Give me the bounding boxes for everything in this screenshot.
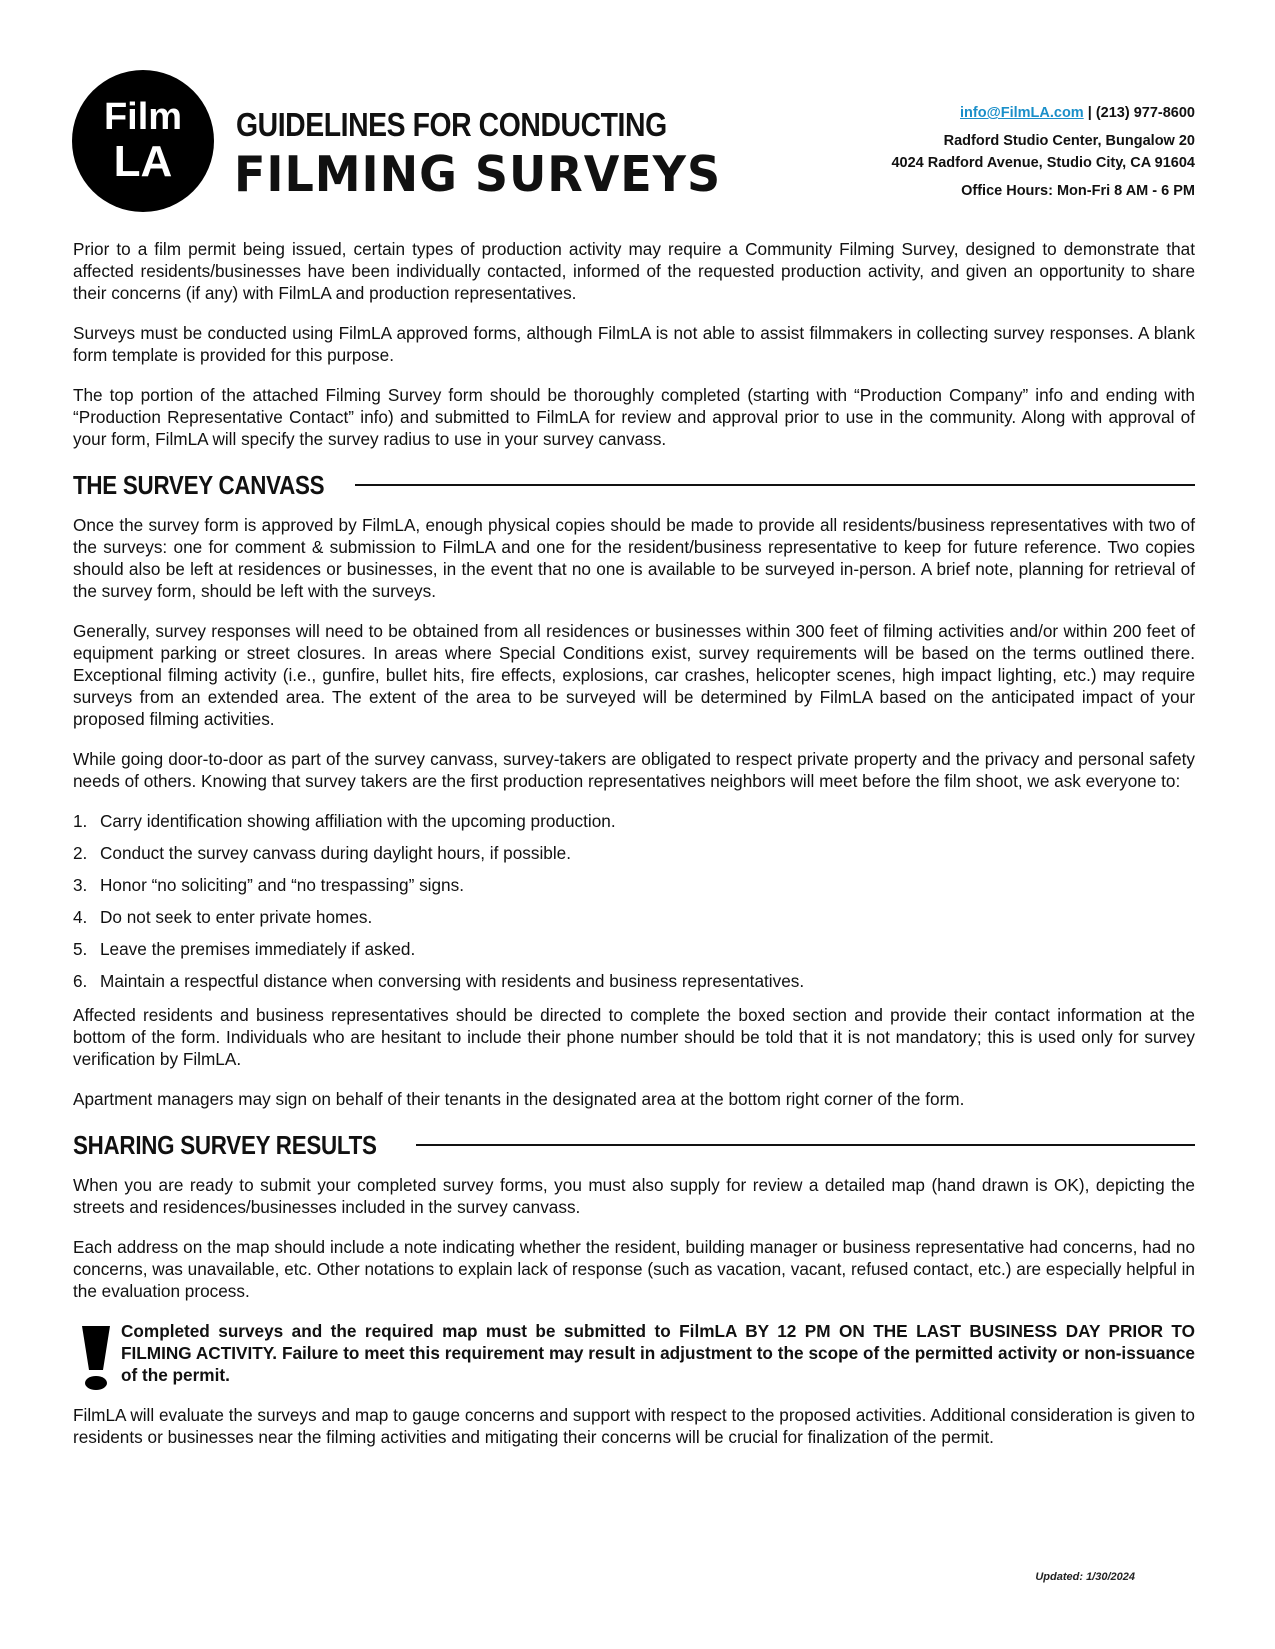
section-rule bbox=[416, 1144, 1195, 1146]
logo-text-film: Film bbox=[103, 96, 183, 138]
list-item-number: 5. bbox=[73, 939, 88, 959]
list-item-text: Conduct the survey canvass during daylight hours, if possible. bbox=[100, 843, 572, 863]
logo-text-la: LA bbox=[113, 137, 173, 186]
list-item-text: Honor “no soliciting” and “no trespassing” signs. bbox=[100, 875, 464, 895]
section-title-canvass: THE SURVEY CANVASS bbox=[73, 470, 325, 500]
intro-paragraph-2: Surveys must be conducted using FilmLA approved forms, although FilmLA is not able to assist filmmakers in collecting survey responses. A blank form template is provided for this purpose. bbox=[73, 323, 1195, 365]
section-rule bbox=[355, 484, 1195, 486]
exclamation-icon bbox=[79, 1324, 113, 1392]
results-paragraph-2: Each address on the map should include a note indicating whether the resident, building manager or business representative had concerns, had no concerns, was unavailable, etc. Other notations to explain lack of response (such as vacation, vacant, refused contact, etc.) are especially helpful in the evaluation process. bbox=[73, 1237, 1195, 1301]
phone-number: (213) 977-8600 bbox=[1095, 105, 1195, 121]
contact-separator: | bbox=[1087, 105, 1092, 121]
canvass-paragraph-2: Generally, survey responses will need to be obtained from all residences or businesses within 300 feet of filming activities and/or within 200 feet of equipment parking or street closures. In areas where Special Conditions exist, survey requirements will be based on the terms outlined there. Exceptional filming activity (i.e., gunfire, bullet hits, fire effects, explosions, car crashes, helicopter scenes, high impact lighting, etc.) may require surveys from an extended area. The extent of the area to be surveyed will be determined by FilmLA based on the anticipated impact of your proposed filming activities. bbox=[73, 621, 1195, 729]
list-item-text: Do not seek to enter private homes. bbox=[100, 907, 373, 927]
title-line-2: FILMING SURVEYS bbox=[234, 146, 722, 203]
list-item bbox=[73, 906, 1195, 928]
address-line-2: 4024 Radford Avenue, Studio City, CA 91604 bbox=[891, 155, 1195, 171]
list-item-text: Carry identification showing affiliation with the upcoming production. bbox=[100, 811, 616, 831]
deadline-warning bbox=[73, 1320, 1195, 1386]
intro-paragraph-3: The top portion of the attached Filming Survey form should be thoroughly completed (starting with “Production Company” info and ending with “Production Representative Contact” info) and submitted to FilmLA for review and approval prior to use in the community. Along with approval of your form, FilmLA will specify the survey radius to use in your survey canvass. bbox=[73, 385, 1195, 449]
contact-block bbox=[891, 102, 1195, 202]
canvass-paragraph-3: While going door-to-door as part of the survey canvass, survey-takers are obligated to respect private property and the privacy and personal safety needs of others. Knowing that survey takers are the first production representatives neighbors will meet before the film shoot, we ask everyone to: bbox=[73, 749, 1195, 791]
intro-paragraph-1: Prior to a film permit being issued, certain types of production activity may require a Community Filming Survey, designed to demonstrate that affected residents/businesses have been individually contacted, informed of the requested production activity, and given an opportunity to share their concerns (if any) with FilmLA and production representatives. bbox=[73, 239, 1195, 303]
list-item-number: 6. bbox=[73, 971, 88, 991]
document-body bbox=[73, 238, 1195, 1466]
section-title-results: SHARING SURVEY RESULTS bbox=[73, 1130, 377, 1160]
list-item bbox=[73, 874, 1195, 896]
list-item bbox=[73, 810, 1195, 832]
title-line-1: GUIDELINES FOR CONDUCTING bbox=[236, 106, 667, 143]
list-item-number: 2. bbox=[73, 843, 88, 863]
list-item-number: 3. bbox=[73, 875, 88, 895]
canvass-paragraph-1: Once the survey form is approved by FilmLA, enough physical copies should be made to provide all residents/business representatives with two of the surveys: one for comment & submission to FilmLA and one for the resident/business representative to keep for future reference. Two copies should also be left at residences or businesses, in the event that no one is available to be surveyed in-person. A brief note, planning for retrieval of the survey form, should be left with the surveys. bbox=[73, 515, 1195, 601]
list-item bbox=[73, 970, 1195, 992]
canvass-steps-list bbox=[73, 810, 1195, 992]
list-item bbox=[73, 938, 1195, 960]
filmla-logo bbox=[72, 70, 214, 212]
canvass-paragraph-5: Apartment managers may sign on behalf of their tenants in the designated area at the bottom right corner of the form. bbox=[73, 1089, 965, 1109]
list-item-number: 1. bbox=[73, 811, 88, 831]
list-item bbox=[73, 842, 1195, 864]
results-paragraph-1: When you are ready to submit your completed survey forms, you must also supply for review a detailed map (hand drawn is OK), depicting the streets and residences/businesses included in the survey canvass. bbox=[73, 1175, 1195, 1217]
deadline-warning-text: Completed surveys and the required map must be submitted to FilmLA BY 12 PM ON THE LAST BUSINESS DAY PRIOR TO FILMING ACTIVITY. Failure to meet this requirement may result in adjustment to the scope of the permitted activity or non-issuance of the permit. bbox=[121, 1321, 1195, 1385]
office-hours: Office Hours: Mon-Fri 8 AM - 6 PM bbox=[961, 183, 1195, 199]
updated-date: Updated: 1/30/2024 bbox=[1035, 1571, 1135, 1583]
section-header-canvass bbox=[73, 468, 1195, 502]
results-paragraph-3: FilmLA will evaluate the surveys and map to gauge concerns and support with respect to the proposed activities. Additional consideration is given to residents or businesses near the filming activities and mitigating their concerns will be crucial for finalization of the permit. bbox=[73, 1405, 1195, 1447]
list-item-text: Leave the premises immediately if asked. bbox=[100, 939, 416, 959]
canvass-paragraph-4: Affected residents and business representatives should be directed to complete the boxed section and provide their contact information at the bottom of the form. Individuals who are hesitant to include their phone number should be told that it is not mandatory; this is used only for survey verification by FilmLA. bbox=[73, 1005, 1195, 1069]
contact-email-phone-row bbox=[891, 102, 1195, 124]
section-header-results bbox=[73, 1128, 1195, 1162]
address-line-1: Radford Studio Center, Bungalow 20 bbox=[943, 133, 1195, 149]
list-item-number: 4. bbox=[73, 907, 88, 927]
email-link[interactable]: info@FilmLA.com bbox=[960, 105, 1084, 121]
list-item-text: Maintain a respectful distance when conversing with residents and business representatives. bbox=[100, 971, 805, 991]
